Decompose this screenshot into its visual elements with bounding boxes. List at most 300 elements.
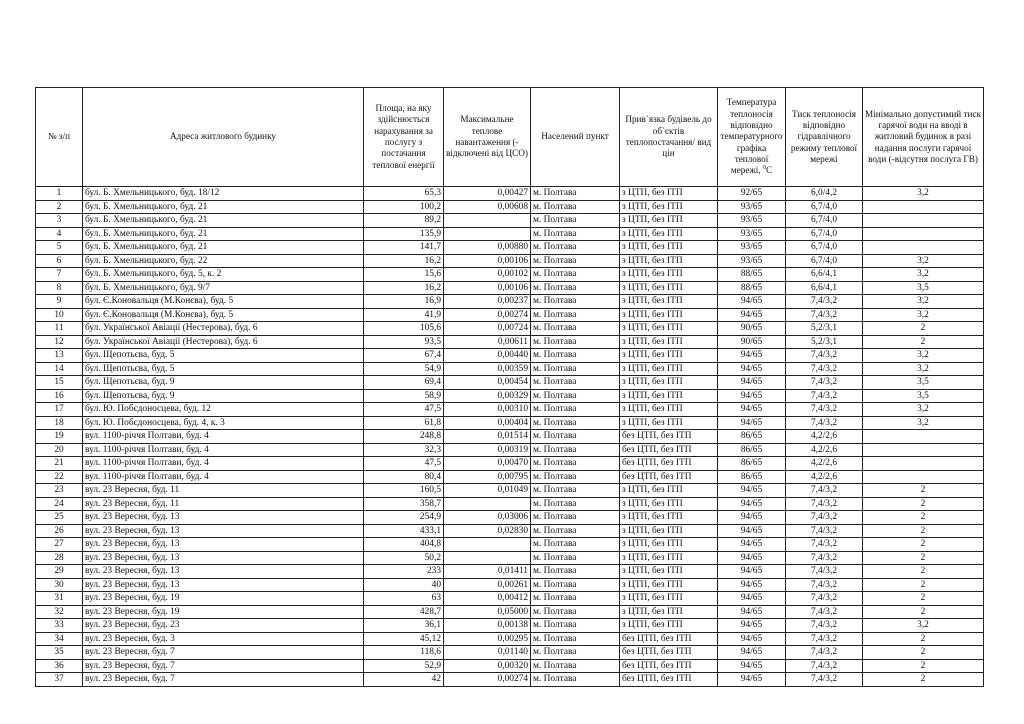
cell-max-load [444, 214, 531, 228]
cell-min-pressure: 3,2 [863, 362, 984, 376]
cell-address: бул. Ю. Побєдоносцева, буд. 4, к. 3 [83, 416, 364, 430]
cell-number: 25 [36, 511, 83, 525]
cell-min-pressure: 2 [863, 646, 984, 660]
cell-link: з ЦТП, без ІТП [620, 389, 718, 403]
cell-pressure: 7,4/3,2 [786, 524, 863, 538]
table-row [36, 349, 984, 363]
table-row [36, 443, 984, 457]
cell-number: 11 [36, 322, 83, 336]
cell-max-load: 0,01514 [444, 430, 531, 444]
cell-link: з ЦТП, без ІТП [620, 565, 718, 579]
cell-min-pressure: 3,2 [863, 268, 984, 282]
cell-number: 22 [36, 470, 83, 484]
cell-address: вул. 23 Вересня, буд. 11 [83, 497, 364, 511]
header-city: Населений пункт [531, 88, 620, 187]
cell-min-pressure [863, 430, 984, 444]
cell-max-load: 0,00295 [444, 632, 531, 646]
cell-address: бул. Б. Хмельницького, буд. 21 [83, 227, 364, 241]
cell-min-pressure [863, 214, 984, 228]
cell-area: 135,9 [364, 227, 444, 241]
cell-pressure: 6,6/4,1 [786, 281, 863, 295]
table-row [36, 484, 984, 498]
cell-link: з ЦТП, без ІТП [620, 335, 718, 349]
cell-number: 1 [36, 187, 83, 201]
cell-city: м. Полтава [531, 457, 620, 471]
cell-number: 29 [36, 565, 83, 579]
cell-max-load: 0,00404 [444, 416, 531, 430]
cell-min-pressure: 2 [863, 632, 984, 646]
cell-address: вул. 23 Вересня, буд. 19 [83, 592, 364, 606]
cell-area: 233 [364, 565, 444, 579]
cell-area: 248,8 [364, 430, 444, 444]
cell-area: 93,5 [364, 335, 444, 349]
cell-area: 50,2 [364, 551, 444, 565]
cell-address: вул. 23 Вересня, буд. 11 [83, 484, 364, 498]
cell-max-load: 0,00440 [444, 349, 531, 363]
cell-temperature: 94/65 [718, 511, 786, 525]
cell-temperature: 86/65 [718, 430, 786, 444]
table-row [36, 646, 984, 660]
cell-pressure: 6,6/4,1 [786, 268, 863, 282]
cell-temperature: 94/65 [718, 592, 786, 606]
cell-min-pressure: 3,2 [863, 403, 984, 417]
cell-temperature: 94/65 [718, 497, 786, 511]
cell-temperature: 94/65 [718, 605, 786, 619]
cell-pressure: 7,4/3,2 [786, 362, 863, 376]
cell-max-load: 0,00106 [444, 281, 531, 295]
cell-address: бул. Є.Коновальця (М.Конєва), буд. 5 [83, 308, 364, 322]
cell-temperature: 94/65 [718, 632, 786, 646]
cell-pressure: 7,4/3,2 [786, 511, 863, 525]
cell-area: 61,8 [364, 416, 444, 430]
cell-min-pressure: 2 [863, 551, 984, 565]
table-row [36, 457, 984, 471]
cell-temperature: 93/65 [718, 200, 786, 214]
cell-min-pressure: 2 [863, 673, 984, 687]
header-link: Прив`язка будівель до об`єктів теплопостачання/ вид цін [620, 88, 718, 187]
cell-area: 428,7 [364, 605, 444, 619]
table-row [36, 362, 984, 376]
table-row [36, 511, 984, 525]
cell-link: з ЦТП, без ІТП [620, 578, 718, 592]
cell-area: 160,5 [364, 484, 444, 498]
cell-min-pressure: 3,2 [863, 295, 984, 309]
cell-address: вул. 23 Вересня, буд. 13 [83, 551, 364, 565]
cell-max-load: 0,00880 [444, 241, 531, 255]
cell-max-load: 0,01049 [444, 484, 531, 498]
cell-pressure: 7,4/3,2 [786, 538, 863, 552]
table-row [36, 619, 984, 633]
cell-min-pressure: 3,2 [863, 308, 984, 322]
cell-city: м. Полтава [531, 187, 620, 201]
cell-pressure: 7,4/3,2 [786, 646, 863, 660]
table-row [36, 403, 984, 417]
cell-address: вул. 23 Вересня, буд. 13 [83, 524, 364, 538]
table-row [36, 376, 984, 390]
cell-number: 37 [36, 673, 83, 687]
cell-area: 36,1 [364, 619, 444, 633]
cell-pressure: 4,2/2,6 [786, 430, 863, 444]
cell-number: 33 [36, 619, 83, 633]
cell-min-pressure: 3,2 [863, 619, 984, 633]
cell-link: з ЦТП, без ІТП [620, 619, 718, 633]
cell-area: 67,4 [364, 349, 444, 363]
cell-pressure: 6,7/4,0 [786, 214, 863, 228]
cell-temperature: 88/65 [718, 268, 786, 282]
table-row [36, 470, 984, 484]
cell-pressure: 4,2/2,6 [786, 457, 863, 471]
table-row [36, 673, 984, 687]
cell-address: вул. 23 Вересня, буд. 23 [83, 619, 364, 633]
cell-city: м. Полтава [531, 565, 620, 579]
cell-max-load: 0,00359 [444, 362, 531, 376]
cell-address: бул. Б. Хмельницького, буд. 9/7 [83, 281, 364, 295]
cell-address: вул. 23 Вересня, буд. 3 [83, 632, 364, 646]
cell-area: 16,9 [364, 295, 444, 309]
cell-link: без ЦТП, без ІТП [620, 646, 718, 660]
cell-area: 40 [364, 578, 444, 592]
cell-pressure: 7,4/3,2 [786, 619, 863, 633]
cell-pressure: 6,7/4,0 [786, 200, 863, 214]
cell-address: вул. 1100-річчя Полтави, буд. 4 [83, 430, 364, 444]
cell-temperature: 94/65 [718, 659, 786, 673]
cell-area: 54,9 [364, 362, 444, 376]
cell-number: 32 [36, 605, 83, 619]
cell-max-load: 0,01140 [444, 646, 531, 660]
cell-link: з ЦТП, без ІТП [620, 241, 718, 255]
cell-pressure: 7,4/3,2 [786, 551, 863, 565]
cell-max-load: 0,00454 [444, 376, 531, 390]
cell-link: з ЦТП, без ІТП [620, 605, 718, 619]
cell-city: м. Полтава [531, 632, 620, 646]
cell-number: 9 [36, 295, 83, 309]
cell-city: м. Полтава [531, 254, 620, 268]
table-row [36, 538, 984, 552]
cell-address: бул. Є.Коновальця (М.Конєва), буд. 5 [83, 295, 364, 309]
header-number: № з/п [36, 88, 83, 187]
header-min-pressure: Мінімально допустимий тиск гарячої води на вводі в житловий будинок в разі надання послуги гарячої води (-відсутня послуга ГВ) [863, 88, 984, 187]
table-row [36, 295, 984, 309]
cell-min-pressure: 3,2 [863, 349, 984, 363]
cell-pressure: 7,4/3,2 [786, 592, 863, 606]
cell-link: з ЦТП, без ІТП [620, 592, 718, 606]
cell-temperature: 88/65 [718, 281, 786, 295]
cell-link: з ЦТП, без ІТП [620, 268, 718, 282]
cell-number: 2 [36, 200, 83, 214]
cell-link: без ЦТП, без ІТП [620, 443, 718, 457]
table-row [36, 565, 984, 579]
cell-temperature: 86/65 [718, 443, 786, 457]
table-row [36, 605, 984, 619]
cell-number: 10 [36, 308, 83, 322]
cell-pressure: 6,0/4,2 [786, 187, 863, 201]
cell-area: 47,5 [364, 403, 444, 417]
cell-city: м. Полтава [531, 497, 620, 511]
cell-city: м. Полтава [531, 227, 620, 241]
cell-pressure: 7,4/3,2 [786, 295, 863, 309]
cell-link: з ЦТП, без ІТП [620, 524, 718, 538]
cell-area: 358,7 [364, 497, 444, 511]
cell-link: з ЦТП, без ІТП [620, 511, 718, 525]
table-row [36, 241, 984, 255]
cell-temperature: 93/65 [718, 227, 786, 241]
table-row [36, 551, 984, 565]
cell-temperature: 94/65 [718, 538, 786, 552]
cell-number: 4 [36, 227, 83, 241]
cell-number: 5 [36, 241, 83, 255]
cell-link: без ЦТП, без ІТП [620, 632, 718, 646]
cell-max-load: 0,00427 [444, 187, 531, 201]
cell-address: бул. Щепотьєва, буд. 5 [83, 362, 364, 376]
cell-min-pressure [863, 227, 984, 241]
cell-area: 69,4 [364, 376, 444, 390]
cell-temperature: 94/65 [718, 578, 786, 592]
cell-area: 433,1 [364, 524, 444, 538]
cell-address: бул. Б. Хмельницького, буд. 21 [83, 200, 364, 214]
cell-number: 35 [36, 646, 83, 660]
cell-max-load: 0,00310 [444, 403, 531, 417]
cell-temperature: 94/65 [718, 308, 786, 322]
cell-link: з ЦТП, без ІТП [620, 497, 718, 511]
cell-min-pressure [863, 443, 984, 457]
table-header [36, 88, 984, 187]
cell-city: м. Полтава [531, 443, 620, 457]
cell-address: бул. Б. Хмельницького, буд. 21 [83, 241, 364, 255]
cell-number: 24 [36, 497, 83, 511]
cell-max-load: 0,00138 [444, 619, 531, 633]
table-row [36, 335, 984, 349]
cell-area: 41,9 [364, 308, 444, 322]
table-row [36, 430, 984, 444]
table-row [36, 308, 984, 322]
cell-city: м. Полтава [531, 349, 620, 363]
cell-temperature: 93/65 [718, 214, 786, 228]
cell-temperature: 94/65 [718, 416, 786, 430]
header-pressure: Тиск теплоносія відповідно гідравлічного режиму теплової мережі [786, 88, 863, 187]
cell-area: 254,9 [364, 511, 444, 525]
cell-pressure: 7,4/3,2 [786, 403, 863, 417]
cell-max-load [444, 551, 531, 565]
header-area: Площа, на яку здійснюється нарахування за послугу з постачання теплової енергії [364, 88, 444, 187]
cell-link: з ЦТП, без ІТП [620, 295, 718, 309]
cell-temperature: 86/65 [718, 457, 786, 471]
cell-link: з ЦТП, без ІТП [620, 349, 718, 363]
cell-max-load: 0,00329 [444, 389, 531, 403]
cell-min-pressure: 3,2 [863, 187, 984, 201]
cell-number: 12 [36, 335, 83, 349]
cell-min-pressure: 2 [863, 659, 984, 673]
cell-max-load [444, 227, 531, 241]
cell-min-pressure: 2 [863, 497, 984, 511]
cell-number: 6 [36, 254, 83, 268]
cell-max-load: 0,05000 [444, 605, 531, 619]
cell-temperature: 94/65 [718, 376, 786, 390]
cell-min-pressure: 2 [863, 538, 984, 552]
cell-min-pressure [863, 457, 984, 471]
cell-area: 47,5 [364, 457, 444, 471]
cell-pressure: 7,4/3,2 [786, 565, 863, 579]
cell-temperature: 93/65 [718, 241, 786, 255]
table-row [36, 578, 984, 592]
cell-min-pressure: 3,2 [863, 254, 984, 268]
table-row [36, 214, 984, 228]
cell-pressure: 7,4/3,2 [786, 376, 863, 390]
cell-number: 20 [36, 443, 83, 457]
cell-address: бул. Б. Хмельницького, буд. 21 [83, 214, 364, 228]
cell-min-pressure [863, 470, 984, 484]
cell-area: 65,3 [364, 187, 444, 201]
cell-pressure: 4,2/2,6 [786, 443, 863, 457]
cell-city: м. Полтава [531, 308, 620, 322]
cell-area: 80,4 [364, 470, 444, 484]
cell-area: 58,9 [364, 389, 444, 403]
table-row [36, 497, 984, 511]
cell-number: 16 [36, 389, 83, 403]
cell-pressure: 7,4/3,2 [786, 308, 863, 322]
table-row [36, 227, 984, 241]
cell-area: 105,6 [364, 322, 444, 336]
cell-city: м. Полтава [531, 362, 620, 376]
cell-city: м. Полтава [531, 322, 620, 336]
cell-link: з ЦТП, без ІТП [620, 403, 718, 417]
cell-min-pressure: 2 [863, 511, 984, 525]
cell-link: з ЦТП, без ІТП [620, 551, 718, 565]
table-row [36, 187, 984, 201]
cell-temperature: 94/65 [718, 403, 786, 417]
cell-area: 16,2 [364, 254, 444, 268]
cell-area: 15,6 [364, 268, 444, 282]
cell-temperature: 94/65 [718, 551, 786, 565]
cell-min-pressure: 3,5 [863, 389, 984, 403]
cell-min-pressure: 2 [863, 322, 984, 336]
cell-number: 8 [36, 281, 83, 295]
cell-city: м. Полтава [531, 416, 620, 430]
cell-min-pressure: 3,5 [863, 281, 984, 295]
table-row [36, 281, 984, 295]
cell-max-load: 0,00795 [444, 470, 531, 484]
cell-number: 30 [36, 578, 83, 592]
cell-area: 16,2 [364, 281, 444, 295]
cell-address: вул. 23 Вересня, буд. 13 [83, 578, 364, 592]
cell-link: з ЦТП, без ІТП [620, 416, 718, 430]
cell-max-load: 0,00724 [444, 322, 531, 336]
cell-address: вул. 23 Вересня, буд. 13 [83, 538, 364, 552]
document-page [35, 87, 984, 687]
cell-address: вул. 23 Вересня, буд. 7 [83, 646, 364, 660]
cell-max-load: 0,00319 [444, 443, 531, 457]
table-row [36, 632, 984, 646]
cell-min-pressure: 2 [863, 605, 984, 619]
cell-city: м. Полтава [531, 281, 620, 295]
cell-pressure: 5,2/3,1 [786, 322, 863, 336]
cell-city: м. Полтава [531, 619, 620, 633]
table-row [36, 659, 984, 673]
cell-area: 100,2 [364, 200, 444, 214]
cell-temperature: 94/65 [718, 673, 786, 687]
cell-area: 32,3 [364, 443, 444, 457]
cell-city: м. Полтава [531, 524, 620, 538]
cell-city: м. Полтава [531, 605, 620, 619]
cell-link: без ЦТП, без ІТП [620, 659, 718, 673]
cell-max-load: 0,00261 [444, 578, 531, 592]
cell-number: 23 [36, 484, 83, 498]
heating-data-table [35, 87, 984, 687]
cell-city: м. Полтава [531, 673, 620, 687]
cell-address: бул. Б. Хмельницького, буд. 18/12 [83, 187, 364, 201]
cell-link: з ЦТП, без ІТП [620, 376, 718, 390]
cell-address: бул. Б. Хмельницького, буд. 22 [83, 254, 364, 268]
cell-link: з ЦТП, без ІТП [620, 281, 718, 295]
cell-area: 118,6 [364, 646, 444, 660]
cell-max-load: 0,00106 [444, 254, 531, 268]
cell-temperature: 90/65 [718, 322, 786, 336]
cell-pressure: 7,4/3,2 [786, 605, 863, 619]
cell-pressure: 7,4/3,2 [786, 659, 863, 673]
cell-area: 63 [364, 592, 444, 606]
cell-max-load: 0,00608 [444, 200, 531, 214]
cell-number: 18 [36, 416, 83, 430]
cell-number: 14 [36, 362, 83, 376]
cell-area: 89,2 [364, 214, 444, 228]
cell-address: бул. Ю. Побєдоносцева, буд. 12 [83, 403, 364, 417]
header-address: Адреса житлового будинку [83, 88, 364, 187]
table-row [36, 322, 984, 336]
cell-temperature: 94/65 [718, 619, 786, 633]
degree-superscript: 0 [762, 165, 766, 172]
cell-min-pressure: 2 [863, 578, 984, 592]
cell-address: вул. 1100-річчя Полтави, буд. 4 [83, 470, 364, 484]
cell-pressure: 6,7/4,0 [786, 241, 863, 255]
table-row [36, 416, 984, 430]
cell-max-load: 0,00274 [444, 673, 531, 687]
cell-max-load: 0,00102 [444, 268, 531, 282]
cell-link: з ЦТП, без ІТП [620, 362, 718, 376]
cell-area: 141,7 [364, 241, 444, 255]
cell-pressure: 7,4/3,2 [786, 673, 863, 687]
cell-city: м. Полтава [531, 214, 620, 228]
cell-max-load: 0,00470 [444, 457, 531, 471]
cell-number: 28 [36, 551, 83, 565]
cell-pressure: 6,7/4,0 [786, 254, 863, 268]
cell-link: з ЦТП, без ІТП [620, 254, 718, 268]
cell-city: м. Полтава [531, 268, 620, 282]
cell-address: вул. 1100-річчя Полтави, буд. 4 [83, 443, 364, 457]
table-row [36, 200, 984, 214]
cell-temperature: 93/65 [718, 254, 786, 268]
cell-link: без ЦТП, без ІТП [620, 457, 718, 471]
cell-link: без ЦТП, без ІТП [620, 673, 718, 687]
cell-temperature: 94/65 [718, 646, 786, 660]
cell-area: 42 [364, 673, 444, 687]
cell-city: м. Полтава [531, 484, 620, 498]
cell-address: вул. 23 Вересня, буд. 7 [83, 673, 364, 687]
cell-link: з ЦТП, без ІТП [620, 322, 718, 336]
cell-address: вул. 23 Вересня, буд. 13 [83, 565, 364, 579]
cell-link: з ЦТП, без ІТП [620, 308, 718, 322]
cell-address: бул. Української Авіації (Нестерова), буд. 6 [83, 335, 364, 349]
cell-temperature: 94/65 [718, 362, 786, 376]
cell-city: м. Полтава [531, 295, 620, 309]
cell-min-pressure [863, 200, 984, 214]
table-row [36, 268, 984, 282]
cell-city: м. Полтава [531, 646, 620, 660]
cell-number: 26 [36, 524, 83, 538]
cell-min-pressure: 2 [863, 592, 984, 606]
cell-pressure: 4,2/2,6 [786, 470, 863, 484]
cell-temperature: 94/65 [718, 484, 786, 498]
cell-max-load: 0,00237 [444, 295, 531, 309]
header-temperature-text: Температура теплоносія відповідно температурного графіка теплової мережі, [720, 97, 783, 176]
